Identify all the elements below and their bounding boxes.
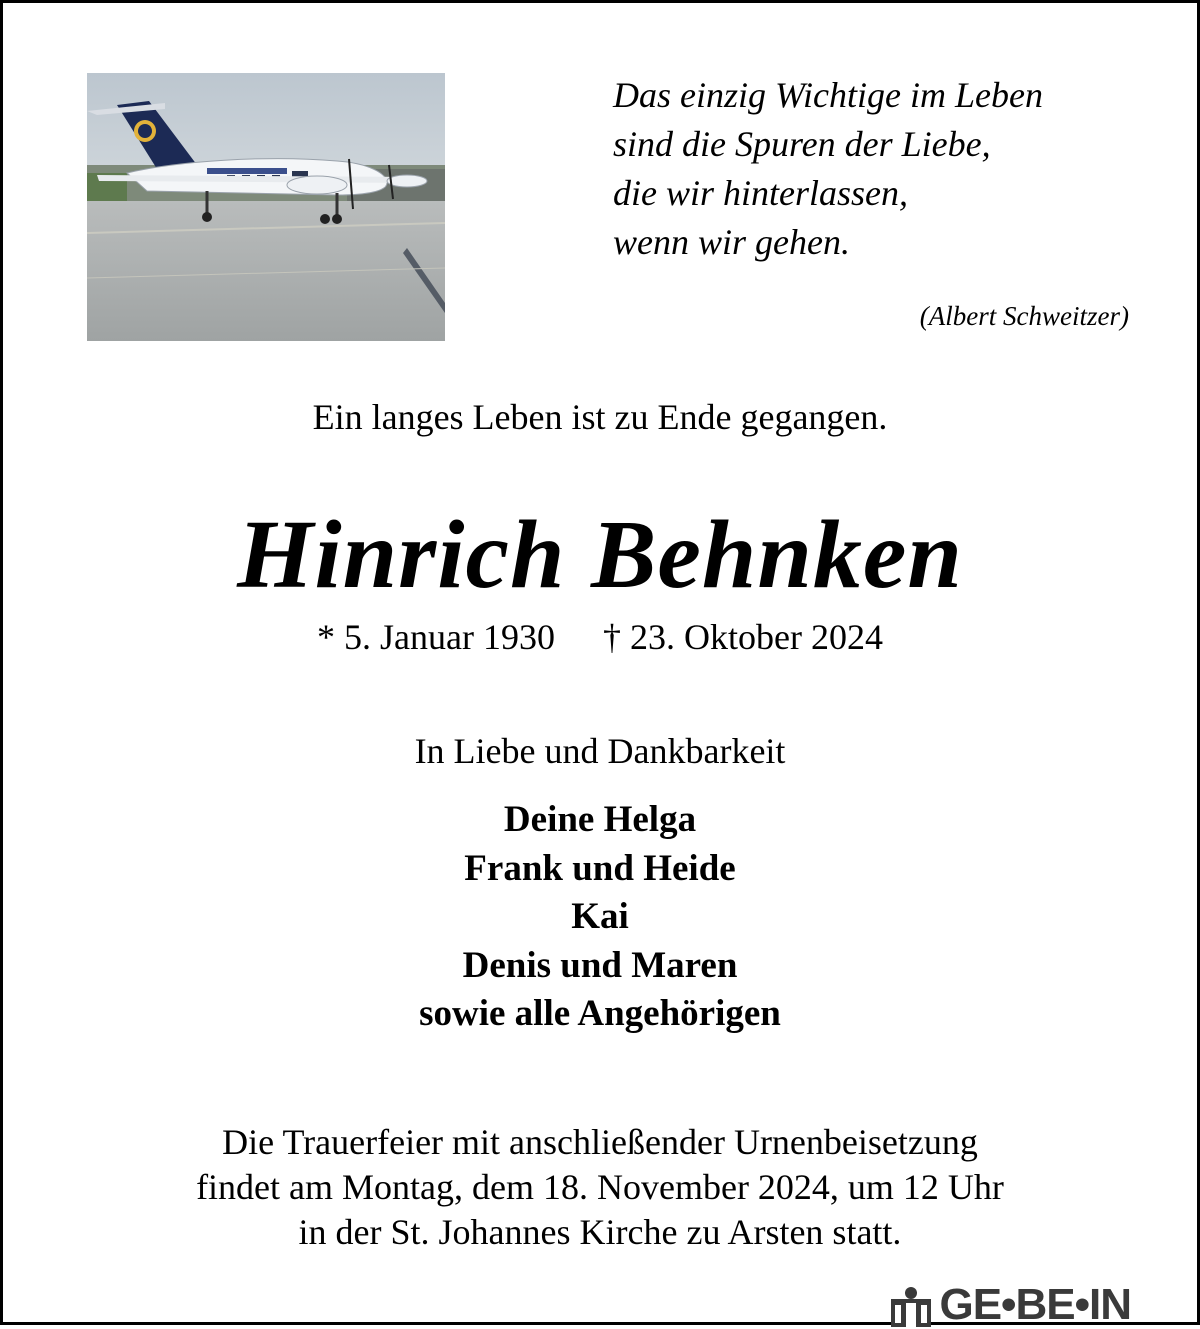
logo-text: GE•BE•IN bbox=[939, 1280, 1131, 1329]
quote-line: Das einzig Wichtige im Leben bbox=[613, 75, 1043, 115]
mourners-list bbox=[3, 796, 1197, 1039]
airplane-image bbox=[87, 73, 445, 341]
intro-text: Ein langes Leben ist zu Ende gegangen. bbox=[312, 397, 888, 437]
mourner: Denis und Maren bbox=[462, 944, 738, 986]
service-line: findet am Montag, dem 18. November 2024, um 12 Uhr bbox=[196, 1167, 1004, 1207]
service-line: in der St. Johannes Kirche zu Arsten statt. bbox=[298, 1212, 902, 1252]
life-dates bbox=[3, 616, 1197, 658]
airplane-photo bbox=[87, 73, 445, 341]
quote-author: (Albert Schweitzer) bbox=[919, 301, 1129, 331]
deceased-name: Hinrich Behnken bbox=[237, 501, 963, 609]
thanks-text: In Liebe und Dankbarkeit bbox=[414, 731, 786, 771]
birth-date: * 5. Januar 1930 bbox=[317, 617, 555, 657]
gebein-logo bbox=[891, 1279, 1131, 1327]
mourner: Deine Helga bbox=[503, 799, 697, 840]
mourner: sowie alle Angehörigen bbox=[419, 993, 781, 1034]
mourner: Kai bbox=[571, 896, 629, 937]
death-date: † 23. Oktober 2024 bbox=[603, 617, 883, 657]
quote-line: sind die Spuren der Liebe, bbox=[613, 124, 991, 164]
quote-line: die wir hinterlassen, bbox=[613, 173, 908, 213]
service-info bbox=[3, 1120, 1197, 1255]
quote-line: wenn wir gehen. bbox=[613, 222, 850, 262]
quote bbox=[613, 71, 1173, 267]
mourner: Frank und Heide bbox=[464, 847, 736, 889]
service-line: Die Trauerfeier mit anschließender Urnenbeisetzung bbox=[222, 1122, 978, 1162]
gebein-logo-icon bbox=[891, 1285, 931, 1327]
